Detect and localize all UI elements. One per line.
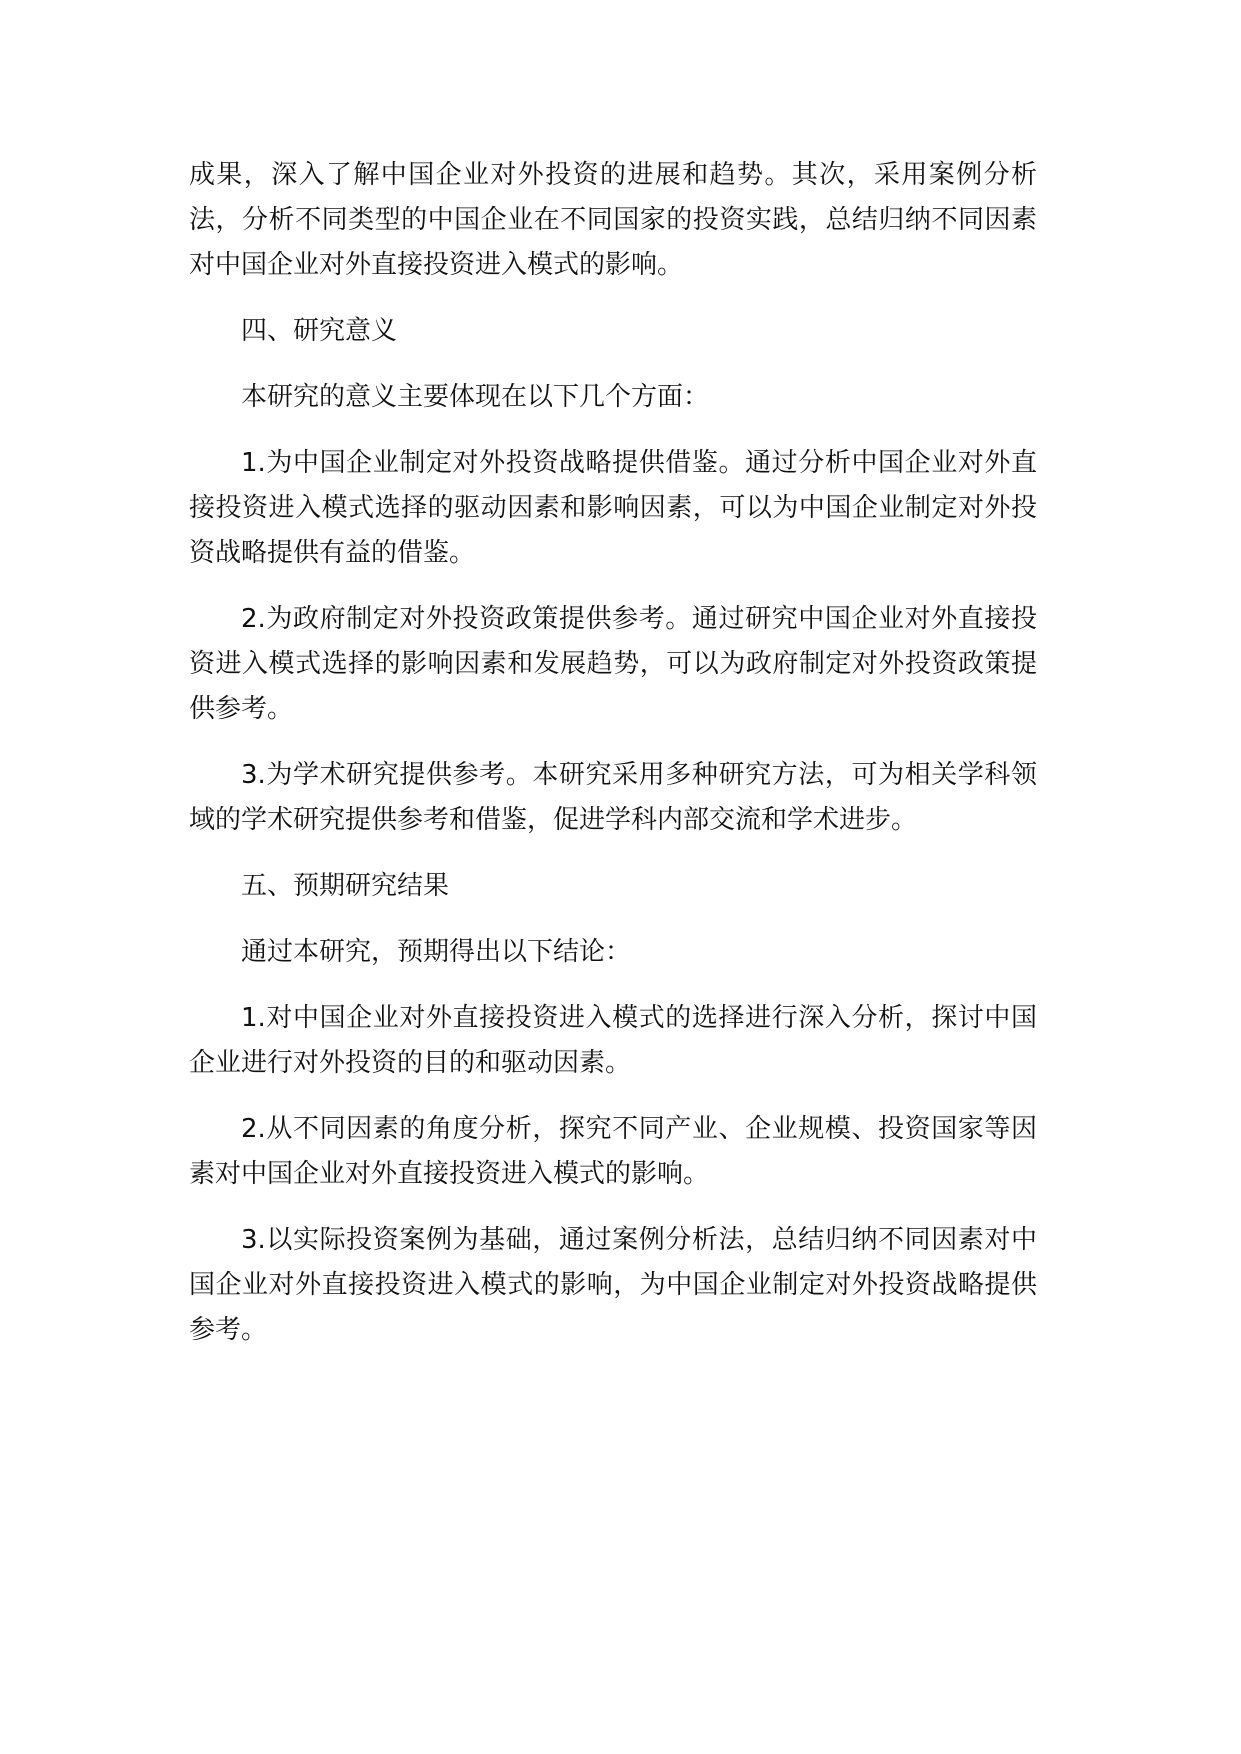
paragraph-result-2: 2.从不同因素的角度分析，探究不同产业、企业规模、投资国家等因素对中国企业对外直接投资进入模式的影响。 bbox=[189, 1114, 1037, 1189]
paragraph-significance-2: 2.为政府制定对外投资政策提供参考。通过研究中国企业对外直接投资进入模式选择的影响因素和发展趋势，可以为政府制定对外投资政策提供参考。 bbox=[189, 604, 1037, 724]
paragraph-results-intro: 通过本研究，预期得出以下结论： bbox=[241, 937, 632, 967]
paragraph-significance-3: 3.为学术研究提供参考。本研究采用多种研究方法，可为相关学科领域的学术研究提供参考和借鉴，促进学科内部交流和学术进步。 bbox=[189, 760, 1037, 835]
section-heading-expected-results: 五、预期研究结果 bbox=[241, 871, 450, 901]
paragraph-result-3: 3.以实际投资案例为基础，通过案例分析法，总结归纳不同因素对中国企业对外直接投资进入模式的影响，为中国企业制定对外投资战略提供参考。 bbox=[189, 1225, 1037, 1345]
section-heading-significance: 四、研究意义 bbox=[241, 316, 398, 346]
paragraph-significance-1: 1.为中国企业制定对外投资战略提供借鉴。通过分析中国企业对外直接投资进入模式选择的驱动因素和影响因素，可以为中国企业制定对外投资战略提供有益的借鉴。 bbox=[189, 448, 1037, 568]
paragraph-result-1: 1.对中国企业对外直接投资进入模式的选择进行深入分析，探讨中国企业进行对外投资的目的和驱动因素。 bbox=[189, 1003, 1037, 1078]
document-body bbox=[189, 153, 1037, 1374]
paragraph-significance-intro: 本研究的意义主要体现在以下几个方面： bbox=[241, 382, 710, 412]
paragraph-continuation: 成果，深入了解中国企业对外投资的进展和趋势。其次，采用案例分析法，分析不同类型的中国企业在不同国家的投资实践，总结归纳不同因素对中国企业对外直接投资进入模式的影响。 bbox=[189, 160, 1037, 280]
